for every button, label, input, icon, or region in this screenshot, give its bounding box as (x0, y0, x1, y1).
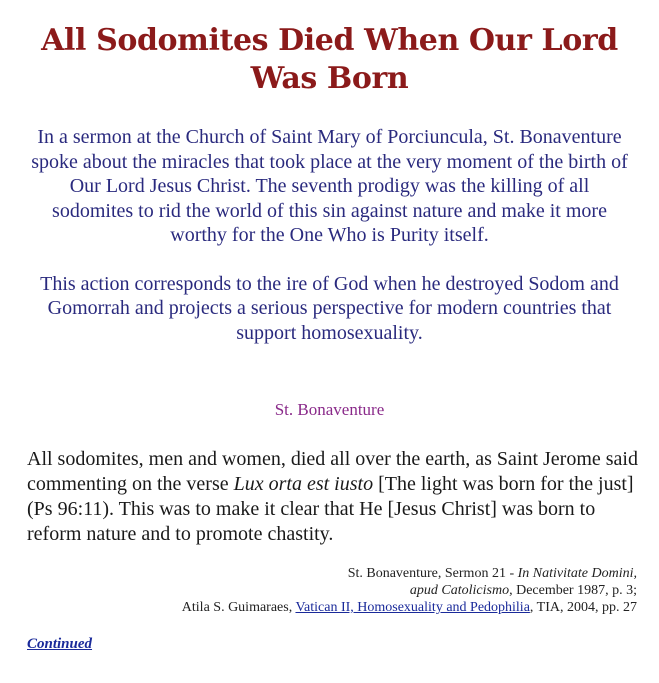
quote-latin: Lux orta est iusto (233, 473, 374, 495)
intro-paragraph-2: This action corresponds to the ire of God when he destroyed Sodom and Gomorrah and projects a serious perspective for modern countries that support homosexuality. (40, 272, 619, 344)
source-line-1-text: St. Bonaventure, Sermon 21 - (347, 566, 518, 581)
quote-part-2: [The light was born for the just] (Ps 96:11). This was to make it clear that He [Jesus Christ] was born to reform nature and to promote chastity. (27, 473, 634, 545)
quote-part-1: All sodomites, men and women, died all over the earth, as Saint Jerome said commenting on the verse (27, 448, 638, 495)
source-line-2 (17, 582, 637, 599)
intro-block (30, 125, 629, 345)
quote-attribution: St. Bonaventure (274, 400, 385, 419)
source-line-2-text: , December 1987, p. 3; (509, 583, 637, 598)
source-citation (17, 565, 637, 616)
source-line-3-text: Atila S. Guimaraes, (181, 600, 296, 615)
source-line-2-italic: apud Catolicismo (409, 583, 510, 598)
continued-link[interactable]: Continued (27, 636, 93, 652)
intro-paragraph-1: In a sermon at the Church of Saint Mary of Porciuncula, St. Bonaventure spoke about the miracles that took place at the very moment of the birth of Our Lord Jesus Christ. The seventh prodigy was the killing of all sodomites to rid the world of this sin against nature and make it more worthy for the One Who is Purity itself. (31, 126, 628, 246)
page-title: All Sodomites Died When Our Lord Was Born (41, 23, 618, 96)
book-link[interactable]: Vatican II, Homosexuality and Pedophilia (295, 600, 530, 615)
source-line-1-italic: In Nativitate Domini, (517, 566, 637, 581)
source-line-3 (17, 599, 637, 616)
source-line-3-suffix: , TIA, 2004, pp. 27 (529, 600, 637, 615)
source-line-1 (17, 565, 637, 582)
quote-text (27, 447, 639, 547)
